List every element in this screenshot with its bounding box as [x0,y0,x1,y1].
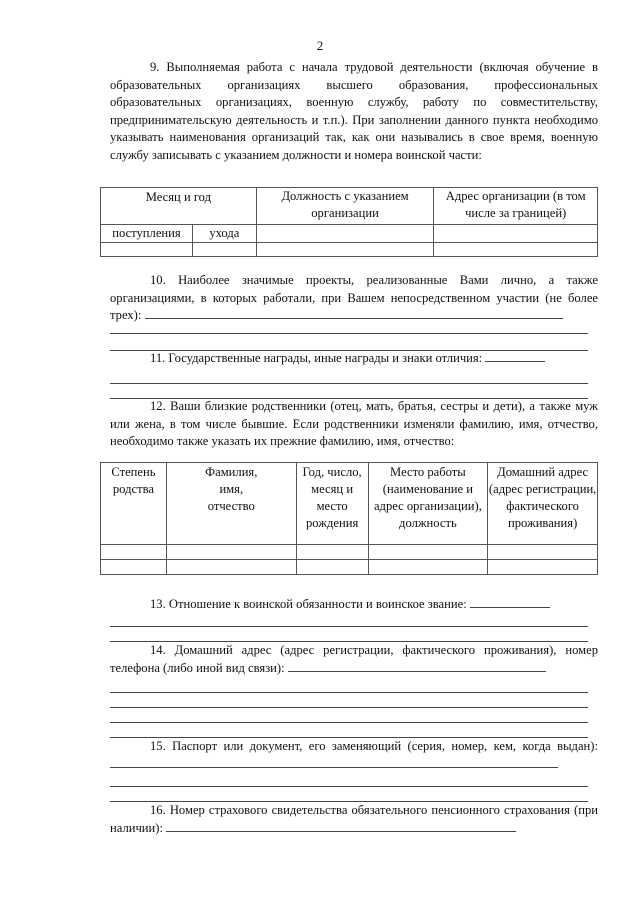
answer-line[interactable] [110,333,588,334]
section-12-text: 12. Ваши близкие родственники (отец, мать, братья, сестры и дети), а также муж или жена, в том числе бывшие. Если родственники изменяли фамилию, имя, отчество, необходимо также указать их прежние фамилию, имя, отчество: [110,399,598,448]
answer-line[interactable] [110,692,588,693]
section-11-text: 11. Государственные награды, иные награды и знаки отличия: [110,350,598,368]
header-start: поступления [101,224,193,242]
header-address: Адрес организации (в том числе за границей) [434,188,598,225]
header-degree: Степень родства [101,463,167,545]
table-row [101,545,598,560]
answer-line[interactable] [110,383,588,384]
header-birth: Год, число, месяц и место рождения [296,463,368,545]
page-number: 2 [316,38,324,53]
header-month-year: Месяц и год [101,188,257,224]
header-home: Домашний адрес (адрес регистрации, фактического проживания) [488,463,598,545]
answer-line[interactable] [110,707,588,708]
header-name: Фамилия, имя, отчество [166,463,296,545]
section-13-text: 13. Отношение к воинской обязанности и воинское звание: [110,596,598,614]
header-position: Должность с указанием организации [256,188,434,225]
header-work: Место работы (наименование и адрес организации), должность [368,463,488,545]
answer-line[interactable] [110,626,588,627]
section-10-text: 10. Наиболее значимые проекты, реализованные Вами лично, а также организациями, в которых работали, при Вашем непосредственном участии (не более трех): [110,273,598,322]
header-end: ухода [192,224,256,242]
section-9-text: 9. Выполняемая работа с начала трудовой деятельности (включая обучение в образовательных организациях высшего образования, профессиональных образовательных организациях, военную службу, работу по совместительству, предпринимательскую деятельность и т.п.). При заполнении данного пункта необходимо указывать наименования организаций так, как они назывались в свое время, военную службу записывать с указанием должности и номера воинской части: [110,60,598,162]
answer-line[interactable] [110,722,588,723]
relatives-table [100,462,598,575]
work-history-table [100,187,598,257]
section-15-text: 15. Паспорт или документ, его заменяющий (серия, номер, кем, когда выдан): [110,738,598,773]
section-16-text: 16. Номер страхового свидетельства обязательного пенсионного страхования (при наличии): [110,803,598,835]
section-14-text: 14. Домашний адрес (адрес регистрации, фактического проживания), номер телефона (либо иной вид связи): [110,643,598,675]
answer-line[interactable] [110,786,588,787]
table-row [101,560,598,575]
table-row [101,242,598,256]
